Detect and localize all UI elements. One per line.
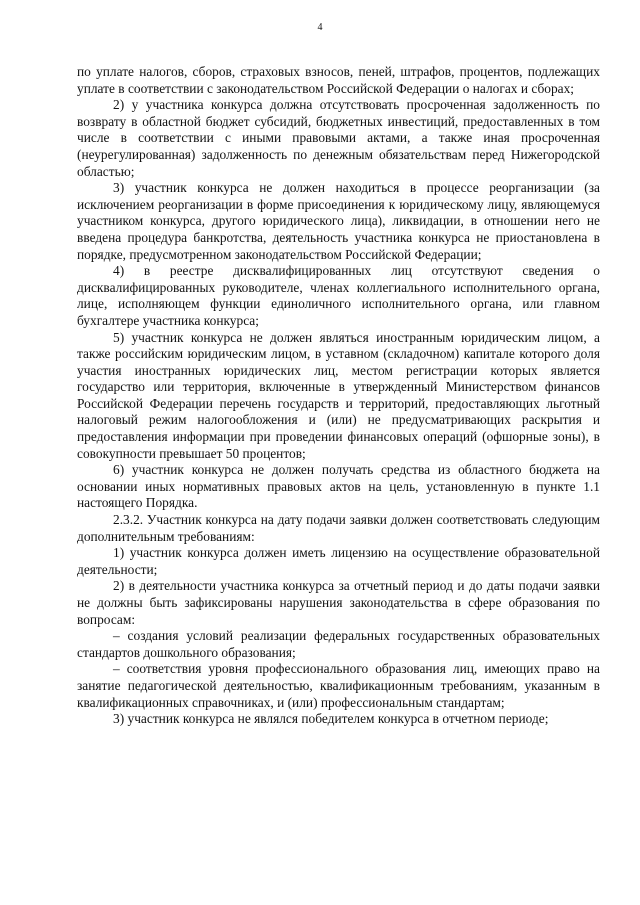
paragraph-dash-qualification: – соответствия уровня профессионального образования лиц, имеющих право на занятие педагогической деятельностью, квалификационным требованиям, указанным в квалификационных справочниках, и (или) профессиональным стандартам; xyxy=(77,661,600,710)
paragraph-item-3-reorganization: 3) участник конкурса не должен находиться в процессе реорганизации (за исключением реорганизации в форме присоединения к юридическому лицу, являющемуся участником конкурса, другого юридического лица), ликвидации, в отношении него не введена процедура банкротства, деятельность участника конкурса не приостановлена в порядке, предусмотренном законодательством Российской Федерации; xyxy=(77,180,600,262)
paragraph-tax-obligations: по уплате налогов, сборов, страховых взносов, пеней, штрафов, процентов, подлежащих уплате в соответствии с законодательством Российской Федерации о налогах и сборах; xyxy=(77,64,600,96)
paragraph-item-5-foreign-entity: 5) участник конкурса не должен являться иностранным юридическим лицом, а также российским юридическим лицом, в уставном (складочном) капитале которого доля участия иностранных юридических лиц, местом регистрации которых является государство или территория, включенные в утвержденный Министерством финансов Российской Федерации перечень государств и территорий, предоставляющих льготный налоговый режим налогообложения и (или) не предусматривающих раскрытия и предоставления информации при проведении финансовых операций (офшорные зоны), в совокупности превышает 50 процентов; xyxy=(77,329,600,461)
paragraph-item-4-disqualified: 4) в реестре дисквалифицированных лиц отсутствуют сведения о дисквалифицированных руководителе, членах коллегиального исполнительного органа, лице, исполняющем функции единоличного исполнительного органа, или главном бухгалтере участника конкурса; xyxy=(77,263,600,328)
paragraph-req-1-license: 1) участник конкурса должен иметь лицензию на осуществление образовательной деятельности; xyxy=(77,545,600,577)
paragraph-req-2-violations: 2) в деятельности участника конкурса за отчетный период и до даты подачи заявки не должны быть зафиксированы нарушения законодательства в сфере образования по вопросам: xyxy=(77,578,600,627)
paragraph-2-3-2: 2.3.2. Участник конкурса на дату подачи заявки должен соответствовать следующим дополнительным требованиям: xyxy=(77,512,600,544)
document-body xyxy=(77,64,600,728)
paragraph-item-6-budget-funds: 6) участник конкурса не должен получать средства из областного бюджета на основании иных нормативных правовых актов на цель, установленную в пункте 1.1 настоящего Порядка. xyxy=(77,462,600,511)
page-number: 4 xyxy=(317,22,323,33)
paragraph-item-2-debt: 2) у участника конкурса должна отсутствовать просроченная задолженность по возврату в областной бюджет субсидий, бюджетных инвестиций, предоставленных в том числе в соответствии с иными правовыми актами, а также иная просроченная (неурегулированная) задолженность по денежным обязательствам перед Нижегородской областью; xyxy=(77,97,600,179)
paragraph-dash-standards: – создания условий реализации федеральных государственных образовательных стандартов дошкольного образования; xyxy=(77,628,600,660)
paragraph-req-3-winner: 3) участник конкурса не являлся победителем конкурса в отчетном периоде; xyxy=(113,711,549,727)
